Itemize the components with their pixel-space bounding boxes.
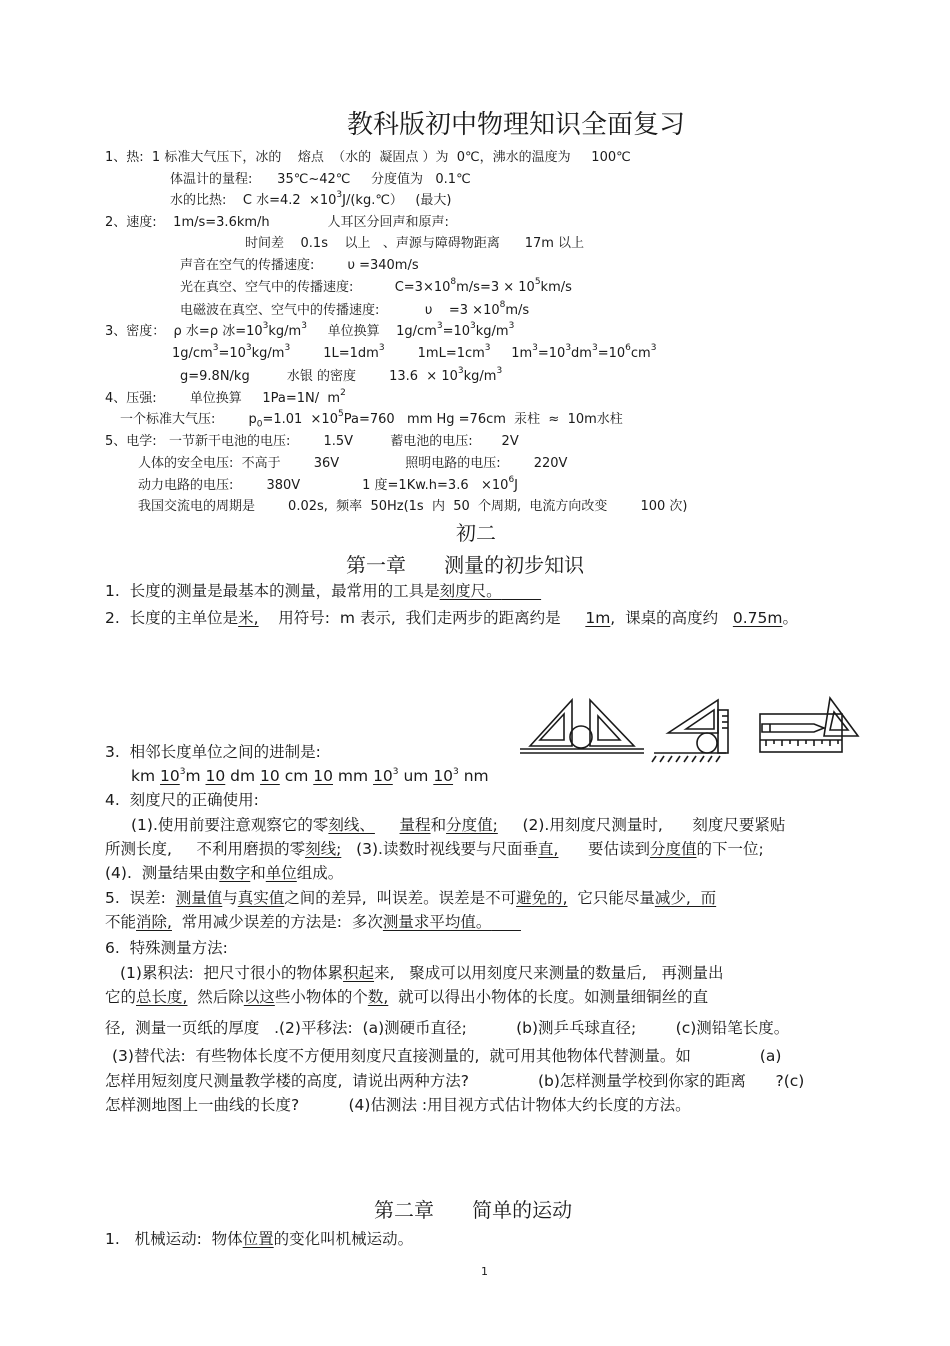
special-method-line-4: (3)替代法: 有些物体长度不方便用刻度尺直接测量的, 就可用其他物体代替测量。如 (a) (112, 1047, 782, 1065)
ruler-usage-line-2: 所测长度, 不利用磨损的零刻线; (3).读数时视线要与尺面垂直, 要估读到分度值的下一位; (105, 840, 764, 858)
pencil-measurement-figure (760, 698, 858, 752)
ball-measurement-figure (652, 700, 728, 762)
ch1-item-5-line-2: 不能消除, 常用减少误差的方法是: 多次测量求平均值。 (105, 913, 492, 931)
chapter-1-heading: 第一章 测量的初步知识 (346, 553, 585, 577)
summary-em-speed: 电磁波在真空、空气中的传播速度: υ $=3 \times 10^8m/s$ (180, 300, 530, 318)
chapter-2-heading: 第二章 简单的运动 (374, 1198, 573, 1222)
special-method-line-6: 怎样测地图上一曲线的长度? (4)估测法 :用目视方式估计物体大约长度的方法。 (105, 1096, 691, 1114)
coin-measurement-figure (520, 700, 644, 753)
summary-electric: 5、电学: 一节新干电池的电压: 1.5V 蓄电池的电压: 2V (105, 434, 519, 449)
summary-speed: 2、速度: 1m/s=3.6km/h 人耳区分回声和原声: (105, 215, 449, 230)
special-method-line-5: 怎样用短刻度尺测量教学楼的高度, 请说出两种方法? (b)怎样测量学校到你家的距离 ?(c) (105, 1072, 805, 1090)
special-method-line-1: (1)累积法: 把尺寸很小的物体累积起来, 聚成可以用刻度尺来测量的数量后, 再测量出 (120, 964, 724, 982)
summary-density: 3、密度： ρ 水=ρ 冰$=10^3kg/m^3$ 单位换算 $1g/cm^3=10^3kg/m^3$ (105, 321, 515, 339)
ch2-item-1: 1. 机械运动: 物体位置的变化叫机械运动。 (105, 1230, 414, 1248)
summary-gravity-mercury: g=9.8N/kg 水银 的密度 $13.6 \times 10^3kg/m^3$ (180, 366, 503, 384)
summary-heat: 1、热: 1 标准大气压下，冰的 熔点 （水的 凝固点 ）为 0℃，沸水的温度为 100℃ (105, 150, 631, 165)
summary-power-voltage: 动力电路的电压: 380V 1 度$=1Kw.h=3.6 \times 10^6J$ (138, 475, 519, 493)
ch1-item-2: 2. 长度的主单位是米, 用符号: m 表示, 我们走两步的距离约是 1m, 课桌的高度约 0.75m。 (105, 609, 798, 627)
summary-light-speed: 光在真空、空气中的传播速度: $C=3\times 10^8m/s=3 \times 10^5km/s$ (180, 277, 572, 295)
summary-ac-period: 我国交流电的周期是 0.02s, 频率 50Hz(1s 内 50 个周期, 电流方向改变 100 次) (138, 499, 688, 514)
summary-sound-speed: 声音在空气的传播速度: υ =340m/s (180, 258, 419, 273)
document-title: 教科版初中物理知识全面复习 (347, 110, 686, 140)
ruler-usage-line-3: (4). 测量结果由数字和单位组成。 (105, 864, 344, 882)
summary-safe-voltage: 人体的安全电压: 不高于 36V 照明电路的电压: 220V (138, 456, 568, 471)
summary-volume-units: $1g/cm^3=10^3kg/m^3$ $1L=1dm^3$ $1mL=1cm^3$ $1m^3=10^3dm^3=10^6cm^3$ (172, 343, 657, 361)
summary-specific-heat: 水的比热: C 水$=4.2 \times 10^3J/(kg.℃)$ (最大) (170, 190, 452, 208)
summary-echo: 时间差 0.1s 以上 、声源与障碍物距离 17m 以上 (245, 236, 585, 251)
summary-atmosphere: 一个标准大气压: $p_0=1.01 \times 10^5Pa=760$ mm Hg =76cm 汞柱 ≈ 10m水柱 (120, 409, 623, 430)
summary-pressure: 4、压强: 单位换算 1Pa=1N/ $m^2$ (105, 388, 346, 406)
ch1-item-5-line-1: 5. 误差: 测量值与真实值之间的差异, 叫误差。误差是不可避免的, 它只能尽量减少, 而 (105, 889, 717, 907)
ch1-item-6: 6. 特殊测量方法: (105, 939, 228, 957)
special-method-line-2: 它的总长度, 然后除以这些小物体的个数, 就可以得出小物体的长度。如测量细铜丝的直 (105, 988, 709, 1006)
ch1-item-4: 4. 刻度尺的正确使用: (105, 791, 259, 809)
summary-thermometer: 体温计的量程: 35℃~42℃ 分度值为 0.1℃ (170, 172, 471, 187)
unit-conversion-chain: km $10^3m$ 10 dm 10 cm 10 mm $10^3$ um $10^3$ nm (131, 767, 489, 785)
ch1-item-1: 1. 长度的测量是最基本的测量，最常用的工具是刻度尺。 (105, 582, 502, 600)
grade-heading: 初二 (456, 521, 496, 545)
ruler-usage-line-1: (1).使用前要注意观察它的零刻线、 量程和分度值; (2).用刻度尺测量时, 刻度尺要紧贴 (131, 816, 786, 834)
special-method-line-3: 径, 测量一页纸的厚度 .(2)平移法: (a)测硬币直径; (b)测乒乓球直径; (c)测铅笔长度。 (105, 1019, 790, 1037)
ch1-item-3: 3. 相邻长度单位之间的进制是: (105, 743, 321, 761)
page-number: 1 (481, 1265, 488, 1278)
measurement-figures (518, 696, 860, 768)
